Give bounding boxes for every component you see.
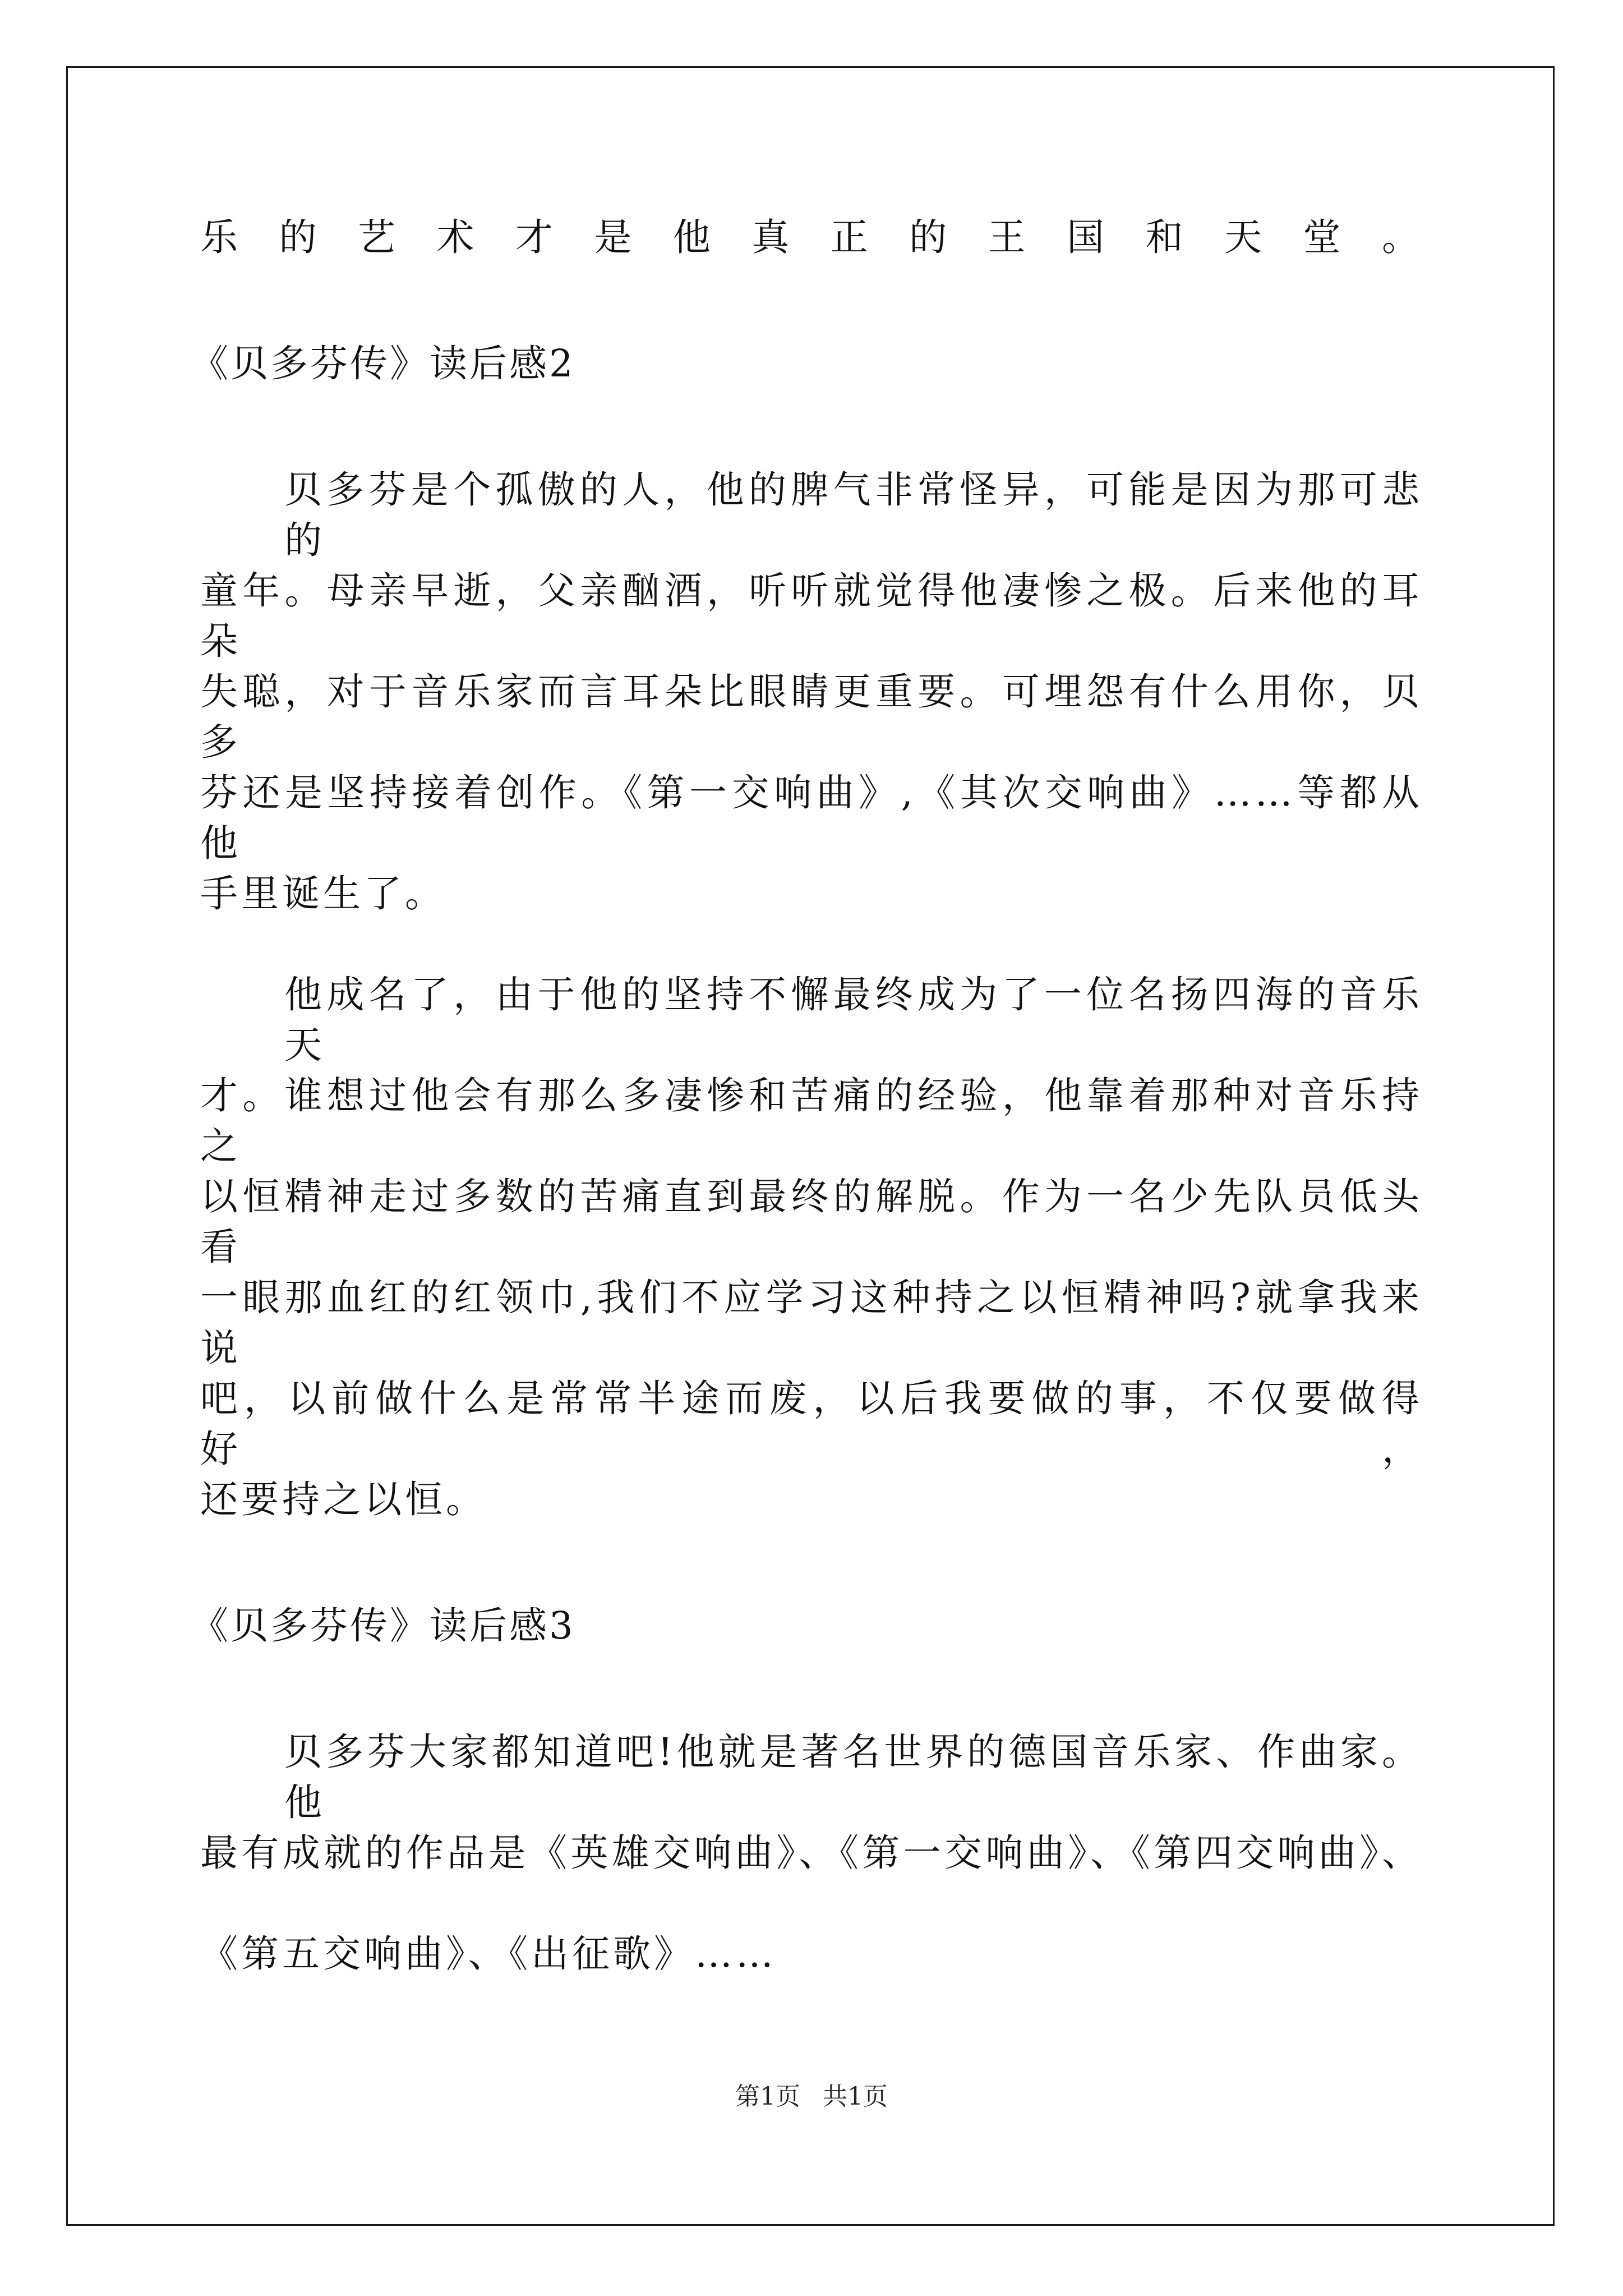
paragraph-line: 童年。母亲早逝，父亲酗酒，听听就觉得他凄惨之极。后来他的耳朵 — [200, 569, 1423, 663]
paragraph-line: 乐的艺术才是他真正的王国和天堂。 — [200, 215, 1423, 259]
paragraph-line: 还要持之以恒。 — [200, 1478, 487, 1521]
paragraph-line: 最有成就的作品是《英雄交响曲》、《第一交响曲》、《第四交响曲》、 — [200, 1831, 1423, 1875]
paragraph-line: 贝多芬是个孤傲的人，他的脾气非常怪异，可能是因为那可悲的 — [284, 468, 1423, 562]
paragraph-line: 《第五交响曲》、《出征歌》…… — [200, 1932, 777, 1976]
paragraph-line: 吧，以前做什么是常常半途而废，以后我要做的事，不仅要做得好， — [200, 1377, 1423, 1471]
paragraph-line: 贝多芬大家都知道吧!他就是著名世界的德国音乐家、作曲家。他 — [284, 1730, 1423, 1824]
paragraph-line: 失聪，对于音乐家而言耳朵比眼睛更重要。可埋怨有什么用你，贝多 — [200, 670, 1423, 764]
section-heading: 《贝多芬传》读后感3 — [191, 1604, 575, 1648]
page-number: 第1页 — [735, 2082, 800, 2111]
paragraph-line: 一眼那血红的红领巾,我们不应学习这种持之以恒精神吗?就拿我来说 — [200, 1276, 1423, 1370]
page-total: 共1页 — [823, 2082, 888, 2111]
paragraph-line: 手里诞生了。 — [200, 872, 446, 915]
section-heading: 《贝多芬传》读后感2 — [191, 342, 575, 385]
paragraph-line: 以恒精神走过多数的苦痛直到最终的解脱。作为一名少先队员低头看 — [200, 1175, 1423, 1269]
page-footer — [0, 2080, 1623, 2114]
page-border — [66, 66, 1555, 2226]
paragraph-line: 芬还是坚持接着创作。《第一交响曲》,《其次交响曲》……等都从他 — [200, 771, 1423, 865]
paragraph-line: 他成名了，由于他的坚持不懈最终成为了一位名扬四海的音乐天 — [284, 973, 1423, 1067]
paragraph-line: 才。谁想过他会有那么多凄惨和苦痛的经验，他靠着那种对音乐持之 — [200, 1074, 1423, 1168]
